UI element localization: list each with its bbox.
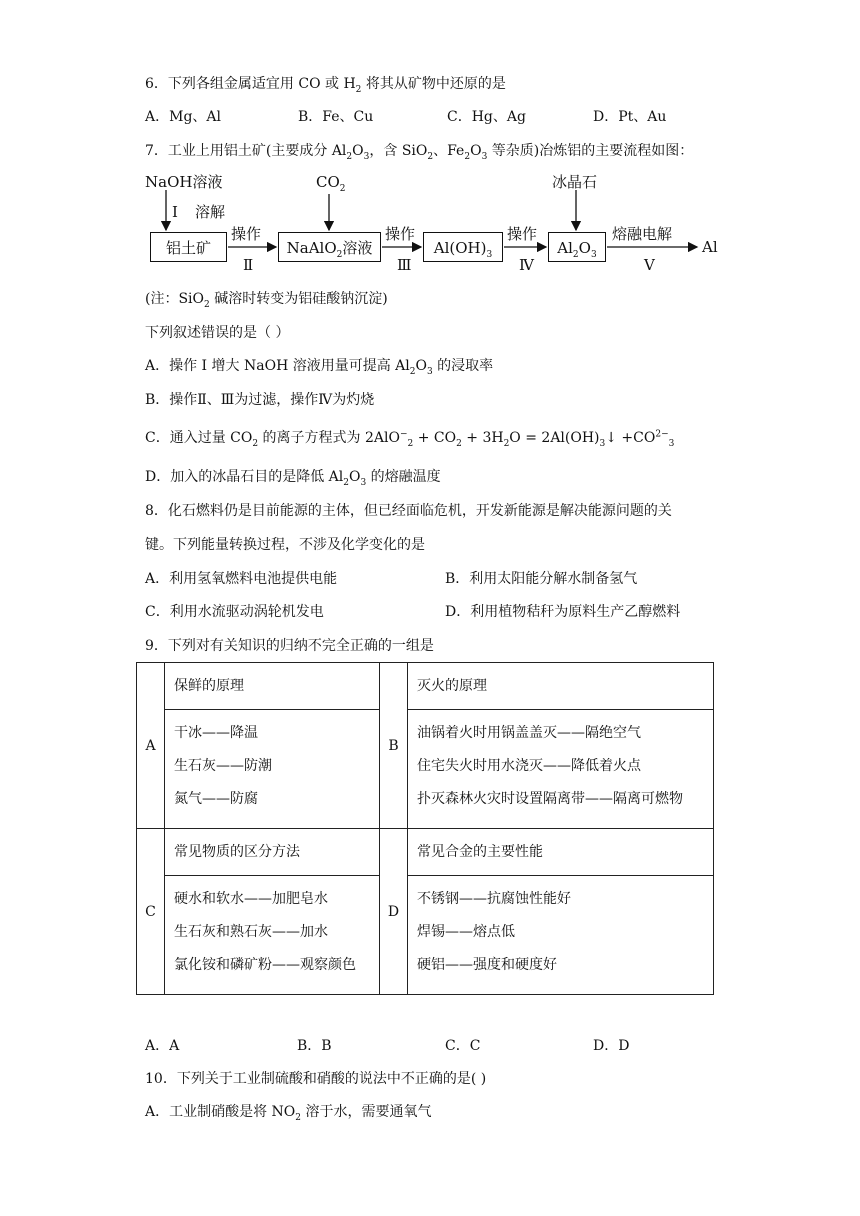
list-item: 不锈钢——抗腐蚀性能好 <box>417 891 571 907</box>
q9-option-d: D．D <box>593 1038 630 1054</box>
q7-question: 下列叙述错误的是（ ） <box>145 325 290 341</box>
q7-stem: 7．工业上用铝土矿(主要成分 $Al_2O_3$，含 SiO$_2$、$Fe_2O_3$ 等杂质)冶炼铝的主要流程如图： <box>145 143 694 162</box>
q8-option-a: A．利用氢氧燃料电池提供电能 <box>145 571 338 587</box>
list-item: 生石灰和熟石灰——加水 <box>174 924 328 940</box>
q9-option-c: C．C <box>445 1038 481 1054</box>
flow-step1-num: Ⅰ <box>172 203 178 221</box>
list-item: 油锅着火时用锅盖盖灭——隔绝空气 <box>417 725 641 741</box>
q7-option-a: A．操作 I 增大 NaOH 溶液用量可提高 $Al_2O_3$ 的浸取率 <box>145 358 494 377</box>
list-item: 焊锡——熔点低 <box>417 924 515 940</box>
row-label-c: C <box>137 829 165 995</box>
flow-op4-num: Ⅳ <box>519 256 534 274</box>
list-item: 硬水和软水——加肥皂水 <box>174 891 328 907</box>
flow-product-al: Al <box>702 238 718 256</box>
list-item: 硬铝——强度和硬度好 <box>417 957 557 973</box>
flow-box-bauxite: 铝土矿 <box>150 232 227 262</box>
cell-c-items <box>165 876 380 995</box>
list-item: 氮气——防腐 <box>174 791 258 807</box>
flow-box-aloh3: $Al(OH)_3$ <box>423 232 503 262</box>
list-item: 生石灰——防潮 <box>174 758 272 774</box>
list-item: 干冰——降温 <box>174 725 258 741</box>
q7-option-c: C．通入过量 $CO_2$ 的离子方程式为 $2AlO^-_2 + CO_2 + 3H_2O$ = $2Al(OH)_3↓ +CO^{2-}_3$ <box>145 429 675 449</box>
cell-a-header: 保鲜的原理 <box>165 663 380 710</box>
flow-op5-num: Ⅴ <box>644 256 655 274</box>
flow-box-naalo2: NaAlO$_2$溶液 <box>278 232 381 262</box>
process-flow-diagram <box>145 168 725 280</box>
flow-op3-label: 操作 <box>385 225 416 243</box>
q7-option-d: D．加入的冰晶石目的是降低 $Al_2O_3$ 的熔融温度 <box>145 469 441 488</box>
q10-stem: 10．下列关于工业制硫酸和硝酸的说法中不正确的是( ) <box>145 1071 487 1087</box>
cell-c-header: 常见物质的区分方法 <box>165 829 380 876</box>
q9-option-a: A．A <box>145 1038 180 1054</box>
q10-option-a: A．工业制硝酸是将 $NO_2$ 溶于水，需要通氧气 <box>145 1104 432 1123</box>
flow-arrows <box>145 168 725 280</box>
row-label-d: D <box>380 829 408 995</box>
q8-stem-line1: 8．化石燃料仍是目前能源的主体，但已经面临危机，开发新能源是解决能源问题的关 <box>145 503 672 519</box>
flow-box-al2o3: $Al_2O_3$ <box>548 232 606 262</box>
q9-option-b: B．B <box>297 1038 332 1054</box>
flow-co2-label: $CO_2$ <box>316 173 346 194</box>
q9-stem: 9．下列对有关知识的归纳不完全正确的一组是 <box>145 638 434 654</box>
q8-option-c: C．利用水流驱动涡轮机发电 <box>145 604 324 620</box>
q6-stem: 6．下列各组金属适宜用 CO 或 $H_2$ 将其从矿物中还原的是 <box>145 76 506 95</box>
cell-d-items <box>408 876 714 995</box>
cell-d-header: 常见合金的主要性能 <box>408 829 714 876</box>
flow-op4-label: 操作 <box>507 225 538 243</box>
row-label-a: A <box>137 663 165 829</box>
q7-note: (注：SiO$_2$ 碱溶时转变为铝硅酸钠沉淀) <box>145 291 388 310</box>
q8-option-b: B．利用太阳能分解水制备氢气 <box>445 571 638 587</box>
q6-option-c: C．Hg、Ag <box>447 109 526 125</box>
q8-option-d: D．利用植物秸秆为原料生产乙醇燃料 <box>445 604 681 620</box>
flow-op2-label: 操作 <box>231 225 262 243</box>
flow-cryolite-label: 冰晶石 <box>552 173 598 191</box>
cell-b-items <box>408 710 714 829</box>
q6-option-b: B．Fe、Cu <box>298 109 374 125</box>
flow-naoh-label: NaOH溶液 <box>145 173 223 191</box>
q8-stem-line2: 键。下列能量转换过程，不涉及化学变化的是 <box>145 537 425 553</box>
flow-op2-num: Ⅱ <box>243 256 254 274</box>
list-item: 氯化铵和磷矿粉——观察颜色 <box>174 957 356 973</box>
row-label-b: B <box>380 663 408 829</box>
cell-a-items <box>165 710 380 829</box>
q6-option-d: D．Pt、Au <box>593 109 667 125</box>
q7-option-b: B．操作Ⅱ、Ⅲ为过滤，操作Ⅳ为灼烧 <box>145 392 375 408</box>
flow-op3-num: Ⅲ <box>397 256 412 274</box>
flow-electrolysis-label: 熔融电解 <box>612 225 673 243</box>
q6-option-a: A．Mg、Al <box>145 109 221 125</box>
list-item: 住宅失火时用水浇灭——降低着火点 <box>417 758 641 774</box>
list-item: 扑灭森林火灾时设置隔离带——隔离可燃物 <box>417 791 683 807</box>
cell-b-header: 灭火的原理 <box>408 663 714 710</box>
q9-knowledge-table <box>136 662 714 995</box>
flow-step1-label: 溶解 <box>195 203 226 221</box>
